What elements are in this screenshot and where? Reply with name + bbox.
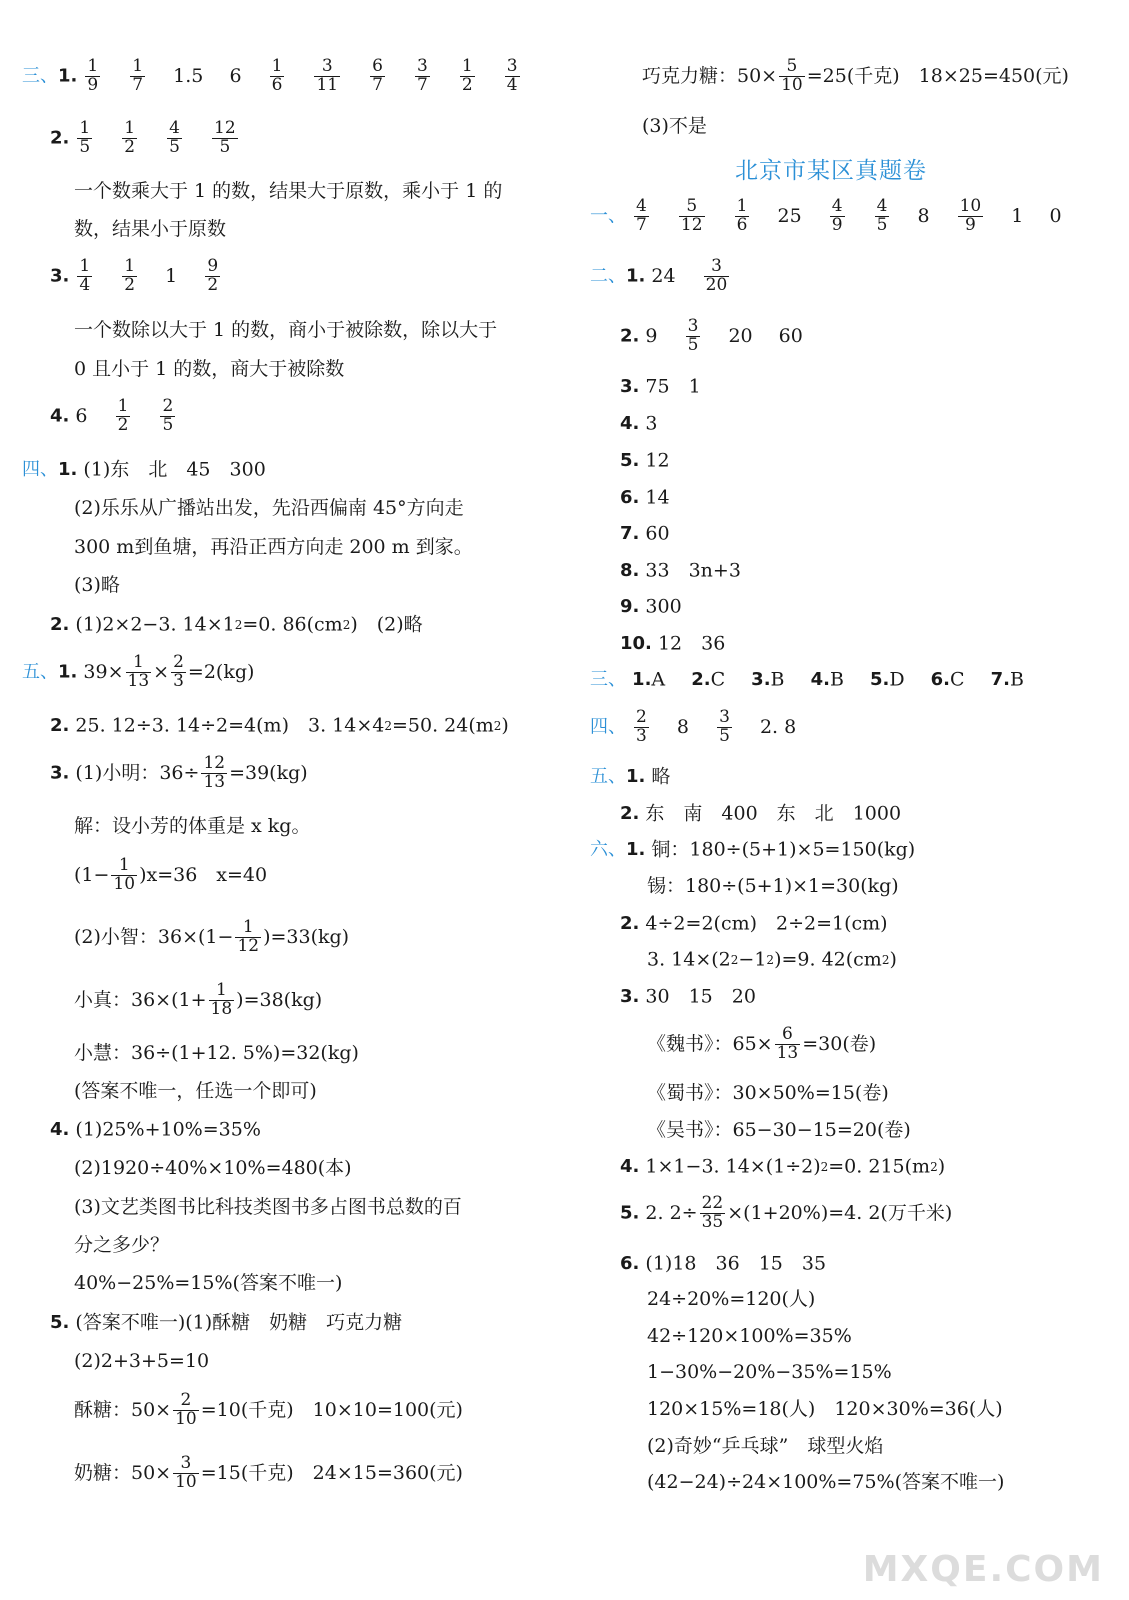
fraction: $\frac{3}{4}$: [506, 56, 518, 95]
question-number: 3.: [620, 376, 640, 397]
question-number: 2.: [620, 913, 640, 934]
question-number: 6.: [620, 487, 640, 508]
superscript: 2: [384, 719, 392, 733]
fraction: $\frac{3}{5}$: [719, 707, 730, 746]
section-title: 北京市某区真题卷: [735, 158, 927, 184]
answer-line: [590, 258, 731, 295]
answer-line: [620, 1254, 826, 1274]
answer-text: 40%−25%=15%(答案不唯一): [74, 1272, 343, 1294]
answer-text: =2(kg): [187, 660, 255, 683]
value: 1.5: [173, 64, 204, 87]
answer-line: [620, 634, 725, 654]
answer-text: 分之多少？: [74, 1234, 170, 1256]
fraction: $\frac{10}{9}$: [959, 196, 982, 235]
answer-text: (答案不唯一)(1)酥糖 奶糖 巧克力糖: [75, 1311, 403, 1334]
answer-text: ×(1+20%)=4. 2(万千米): [727, 1201, 953, 1224]
answer-text: 39×: [83, 660, 124, 683]
answer-text: (1)25%+10%=35%: [75, 1118, 261, 1141]
fraction: $\frac{3}{20}$: [705, 256, 728, 295]
answer-text: 12: [645, 449, 670, 472]
choice-answer: D: [889, 668, 905, 691]
fraction: $\frac{2}{3}$: [636, 707, 647, 746]
answer-text: ): [889, 948, 897, 971]
answer-text: 略: [651, 765, 671, 788]
question-number: 6.: [620, 1253, 640, 1274]
answer-text: =50. 24(m: [391, 714, 494, 737]
fraction: $\frac{1}{6}$: [736, 196, 748, 235]
question-number: 1.: [626, 766, 646, 787]
answer-text: (3)略: [74, 574, 120, 596]
fraction: $\frac{12}{5}$: [214, 118, 236, 157]
fraction: $\frac{4}{7}$: [636, 196, 647, 235]
answer-text: 42÷120×100%=35%: [647, 1325, 852, 1347]
answer-text: 1×1−3. 14×(1÷2): [645, 1155, 821, 1178]
fraction: $\frac{1}{5}$: [79, 118, 91, 157]
answer-line: [74, 982, 322, 1019]
question-number: 4.: [810, 669, 830, 690]
question-number: 3.: [50, 762, 70, 784]
fraction: $\frac{1}{2}$: [124, 256, 136, 295]
answer-text: (42−24)÷24×100%=75%(答案不唯一): [647, 1471, 1005, 1493]
answer-text: 一个数除以大于 1 的数，商小于被除数，除以大于: [74, 319, 498, 341]
answer-text: 小真：36×(1+: [74, 988, 207, 1011]
answer-text: 300 m到鱼塘，再沿正西方向走 200 m 到家。: [74, 536, 473, 558]
value: 24: [651, 264, 676, 287]
answer-text: (1−: [74, 863, 110, 886]
answer-text: (1)2×2−3. 14×1: [75, 613, 235, 636]
answer-line: [74, 919, 349, 956]
answer-text: (答案不唯一，任选一个即可): [74, 1080, 317, 1102]
answer-text: 3: [645, 412, 658, 435]
value: 25: [777, 204, 802, 227]
value: 6: [229, 64, 242, 87]
answer-text: 解：设小芳的体重是 x kg。: [74, 815, 311, 837]
fraction: $\frac{6}{7}$: [372, 56, 383, 95]
answer-line: [22, 58, 522, 95]
answer-line: [590, 767, 670, 787]
answer-line: [590, 198, 1062, 235]
answer-line: [620, 318, 803, 355]
answer-text: 《魏书》：65×: [647, 1032, 773, 1055]
fraction: $\frac{9}{2}$: [207, 256, 219, 295]
question-number: 1.: [632, 669, 652, 690]
answer-text: =0. 215(m: [828, 1155, 931, 1178]
answer-text: 奶糖：50×: [74, 1461, 172, 1484]
section-label: 四、: [590, 716, 626, 738]
question-number: 1.: [58, 661, 78, 683]
answer-text: 3. 14×(2: [647, 948, 731, 971]
question-number: 4.: [50, 1119, 70, 1140]
question-number: 1.: [58, 459, 78, 480]
answer-text: ×: [153, 660, 170, 683]
answer-text: )=33(kg): [263, 925, 350, 948]
fraction: $\frac{4}{9}$: [831, 196, 843, 235]
answer-text: 小慧：36÷(1+12. 5%)=32(kg): [74, 1042, 359, 1064]
fraction: $\frac{4}{5}$: [169, 118, 180, 157]
fraction: $\frac{5}{10}$: [781, 56, 803, 95]
choice-answer: C: [949, 668, 965, 691]
question-number: 5.: [620, 1202, 640, 1224]
fraction: $\frac{1}{2}$: [124, 118, 136, 157]
section-label: 五、: [590, 766, 626, 787]
section-label: 一、: [590, 205, 626, 227]
answer-text: (2)小智：36×(1−: [74, 925, 234, 948]
question-number: 2.: [620, 325, 640, 347]
answer-text: (2)乐乐从广播站出发，先沿西偏南 45°方向走: [74, 497, 464, 519]
fraction: $\frac{2}{10}$: [175, 1390, 197, 1429]
value: 1: [1011, 204, 1024, 227]
choice-answer: B: [770, 668, 785, 691]
superscript: 2: [493, 719, 502, 733]
answer-text: ): [501, 714, 509, 737]
answer-text: =25(千克) 18×25=450(元): [806, 64, 1069, 87]
answer-line: [642, 58, 1069, 95]
fraction: $\frac{2}{3}$: [173, 652, 184, 691]
choice-answer: B: [1009, 668, 1024, 691]
question-number: 5.: [869, 669, 890, 690]
value: 20: [728, 324, 753, 347]
fraction: $\frac{5}{12}$: [680, 196, 703, 235]
value: 8: [917, 204, 930, 227]
question-number: 2.: [50, 614, 70, 635]
watermark-logo: MXQE.COM: [862, 1549, 1104, 1590]
answer-text: 24÷20%=120(人): [647, 1288, 816, 1310]
question-number: 2.: [50, 127, 70, 149]
answer-text: 巧克力糖：50×: [642, 64, 778, 87]
fraction: $\frac{3}{10}$: [175, 1453, 197, 1492]
value: 9: [645, 324, 658, 347]
fraction: $\frac{1}{18}$: [210, 980, 233, 1019]
answer-text: 东 南 400 东 北 1000: [645, 802, 902, 825]
answer-text: =39(kg): [229, 761, 308, 784]
answer-text: 《蜀书》：30×50%=15(卷): [647, 1082, 889, 1104]
answer-line: [620, 987, 756, 1007]
answer-line: [74, 857, 267, 894]
section-label: 六、: [590, 839, 626, 860]
answer-text: 60: [645, 522, 670, 545]
answer-line: [590, 670, 1024, 690]
answer-text: 300: [645, 595, 682, 618]
answer-text: ): [937, 1155, 946, 1178]
answer-text: (3)文艺类图书比科技类图书多占图书总数的百: [74, 1196, 462, 1218]
question-number: 6.: [930, 669, 950, 690]
superscript: 2: [820, 1160, 829, 1174]
answer-line: [22, 460, 266, 480]
question-number: 4.: [620, 1156, 640, 1177]
answer-text: 4÷2=2(cm) 2÷2=1(cm): [645, 912, 888, 935]
answer-text: (2)2+3+5=10: [74, 1350, 210, 1372]
answer-text: =15(千克) 24×15=360(元): [200, 1461, 463, 1484]
answer-text: 0 且小于 1 的数，商大于被除数: [74, 358, 345, 380]
question-number: 4.: [620, 413, 640, 434]
superscript: 2: [766, 953, 775, 967]
answer-line: [620, 377, 701, 397]
value: 6: [75, 404, 88, 427]
question-number: 3.: [751, 669, 771, 690]
question-number: 5.: [50, 1312, 70, 1333]
answer-line: [74, 1392, 463, 1429]
value: 2. 8: [759, 715, 797, 738]
section-label: 五、: [22, 661, 58, 683]
answer-line: [620, 1157, 945, 1177]
question-number: 3.: [620, 986, 640, 1007]
fraction: $\frac{1}{2}$: [461, 56, 473, 95]
answer-line: [50, 398, 177, 435]
answer-text: =10(千克) 10×10=100(元): [200, 1398, 463, 1421]
question-number: 8.: [620, 560, 640, 581]
fraction: $\frac{2}{5}$: [162, 396, 174, 435]
superscript: 2: [930, 1160, 938, 1174]
answer-text: 25. 12÷3. 14÷2=4(m) 3. 14×4: [75, 714, 385, 737]
section-label: 二、: [590, 265, 626, 287]
fraction: $\frac{1}{7}$: [132, 56, 144, 95]
answer-text: (1)18 36 15 35: [645, 1252, 827, 1275]
answer-text: (2)奇妙“乒乓球” 球型火焰: [647, 1435, 884, 1457]
question-number: 5.: [620, 450, 640, 471]
fraction: $\frac{1}{4}$: [79, 256, 91, 295]
answer-text: 酥糖：50×: [74, 1398, 172, 1421]
question-number: 1.: [58, 65, 78, 87]
fraction: $\frac{1}{9}$: [87, 56, 99, 95]
answer-line: [647, 1026, 876, 1063]
answer-text: (3)不是: [642, 115, 707, 137]
answer-line: [620, 914, 888, 934]
answer-line: [590, 709, 796, 746]
answer-text: )x=36 x=40: [139, 863, 268, 886]
fraction: $\frac{1}{13}$: [127, 652, 150, 691]
answer-line: [620, 804, 901, 824]
answer-text: 12 36: [657, 632, 726, 655]
answer-line: [620, 451, 670, 471]
answer-line: [620, 414, 658, 434]
fraction: $\frac{1}{12}$: [237, 917, 260, 956]
fraction: $\frac{6}{13}$: [776, 1024, 799, 1063]
fraction: $\frac{12}{13}$: [203, 753, 226, 792]
fraction: $\frac{22}{35}$: [701, 1193, 724, 1232]
value: 8: [676, 715, 690, 738]
fraction: $\frac{1}{6}$: [271, 56, 283, 95]
choice-answer: A: [651, 668, 666, 691]
answer-text: =0. 86(cm: [242, 613, 343, 636]
question-number: 7.: [990, 669, 1010, 690]
answer-line: [50, 755, 308, 792]
section-label: 四、: [22, 459, 58, 480]
fraction: $\frac{1}{10}$: [113, 855, 136, 894]
answer-text: −1: [738, 948, 767, 971]
choice-answer: C: [710, 668, 726, 691]
superscript: 2: [730, 953, 739, 967]
answer-text: 1−30%−20%−35%=15%: [647, 1361, 892, 1383]
fraction: $\frac{3}{11}$: [316, 56, 339, 95]
question-number: 1.: [626, 265, 646, 287]
value: 1: [165, 264, 178, 287]
answer-text: 120×15%=18(人) 120×30%=36(人): [647, 1398, 1003, 1420]
question-number: 2.: [50, 715, 70, 736]
answer-line: [647, 950, 897, 970]
answer-text: (2)1920÷40%×10%=480(本): [74, 1157, 352, 1179]
question-number: 2.: [691, 669, 711, 690]
answer-text: )=9. 42(cm: [774, 948, 882, 971]
answer-text: 30 15 20: [645, 985, 756, 1008]
question-number: 10.: [620, 633, 652, 654]
answer-text: 一个数乘大于 1 的数，结果大于原数，乘小于 1 的: [74, 180, 503, 202]
answer-line: [50, 615, 423, 635]
question-number: 4.: [50, 405, 70, 427]
answer-text: 锡：180÷(5+1)×1=30(kg): [647, 875, 899, 897]
answer-text: )=38(kg): [236, 988, 323, 1011]
value: 0: [1049, 204, 1062, 227]
answer-text: (1)小明：36÷: [75, 761, 200, 784]
fraction: $\frac{3}{5}$: [687, 316, 699, 355]
answer-line: [50, 120, 240, 157]
superscript: 2: [881, 953, 890, 967]
question-number: 9.: [620, 596, 640, 617]
answer-line: [50, 1120, 261, 1140]
answer-line: [620, 524, 670, 544]
answer-line: [590, 840, 915, 860]
answer-line: [50, 258, 222, 295]
question-number: 1.: [626, 839, 646, 860]
choice-answer: B: [829, 668, 844, 691]
question-number: 2.: [620, 803, 640, 824]
answer-line: [620, 597, 682, 617]
answer-line: [22, 654, 254, 691]
answer-line: [620, 488, 670, 508]
section-label: 三、: [590, 669, 626, 690]
answer-text: 75 1: [645, 375, 701, 398]
answer-text: (1)东 北 45 300: [83, 458, 266, 481]
fraction: $\frac{3}{7}$: [417, 56, 428, 95]
section-label: 三、: [22, 65, 58, 87]
answer-text: 数，结果小于原数: [74, 218, 227, 240]
answer-text: 铜：180÷(5+1)×5=150(kg): [651, 838, 916, 861]
answer-line: [620, 561, 741, 581]
answer-line: [74, 1455, 463, 1492]
answer-text: 《吴书》：65−30−15=20(卷): [647, 1119, 911, 1141]
answer-line: [620, 1195, 952, 1232]
value: 60: [778, 324, 803, 347]
fraction: $\frac{1}{2}$: [117, 396, 129, 435]
answer-text: ) (2)略: [350, 613, 423, 636]
fraction: $\frac{4}{5}$: [876, 196, 888, 235]
answer-text: 14: [645, 486, 670, 509]
superscript: 2: [234, 618, 243, 632]
answer-text: 2. 2÷: [645, 1201, 698, 1224]
answer-text: =30(卷): [802, 1032, 877, 1055]
answer-line: [50, 716, 509, 736]
question-number: 3.: [50, 265, 70, 287]
superscript: 2: [342, 618, 351, 632]
answer-text: 33 3n+3: [645, 559, 741, 582]
answer-line: [50, 1313, 402, 1333]
question-number: 7.: [620, 523, 640, 544]
